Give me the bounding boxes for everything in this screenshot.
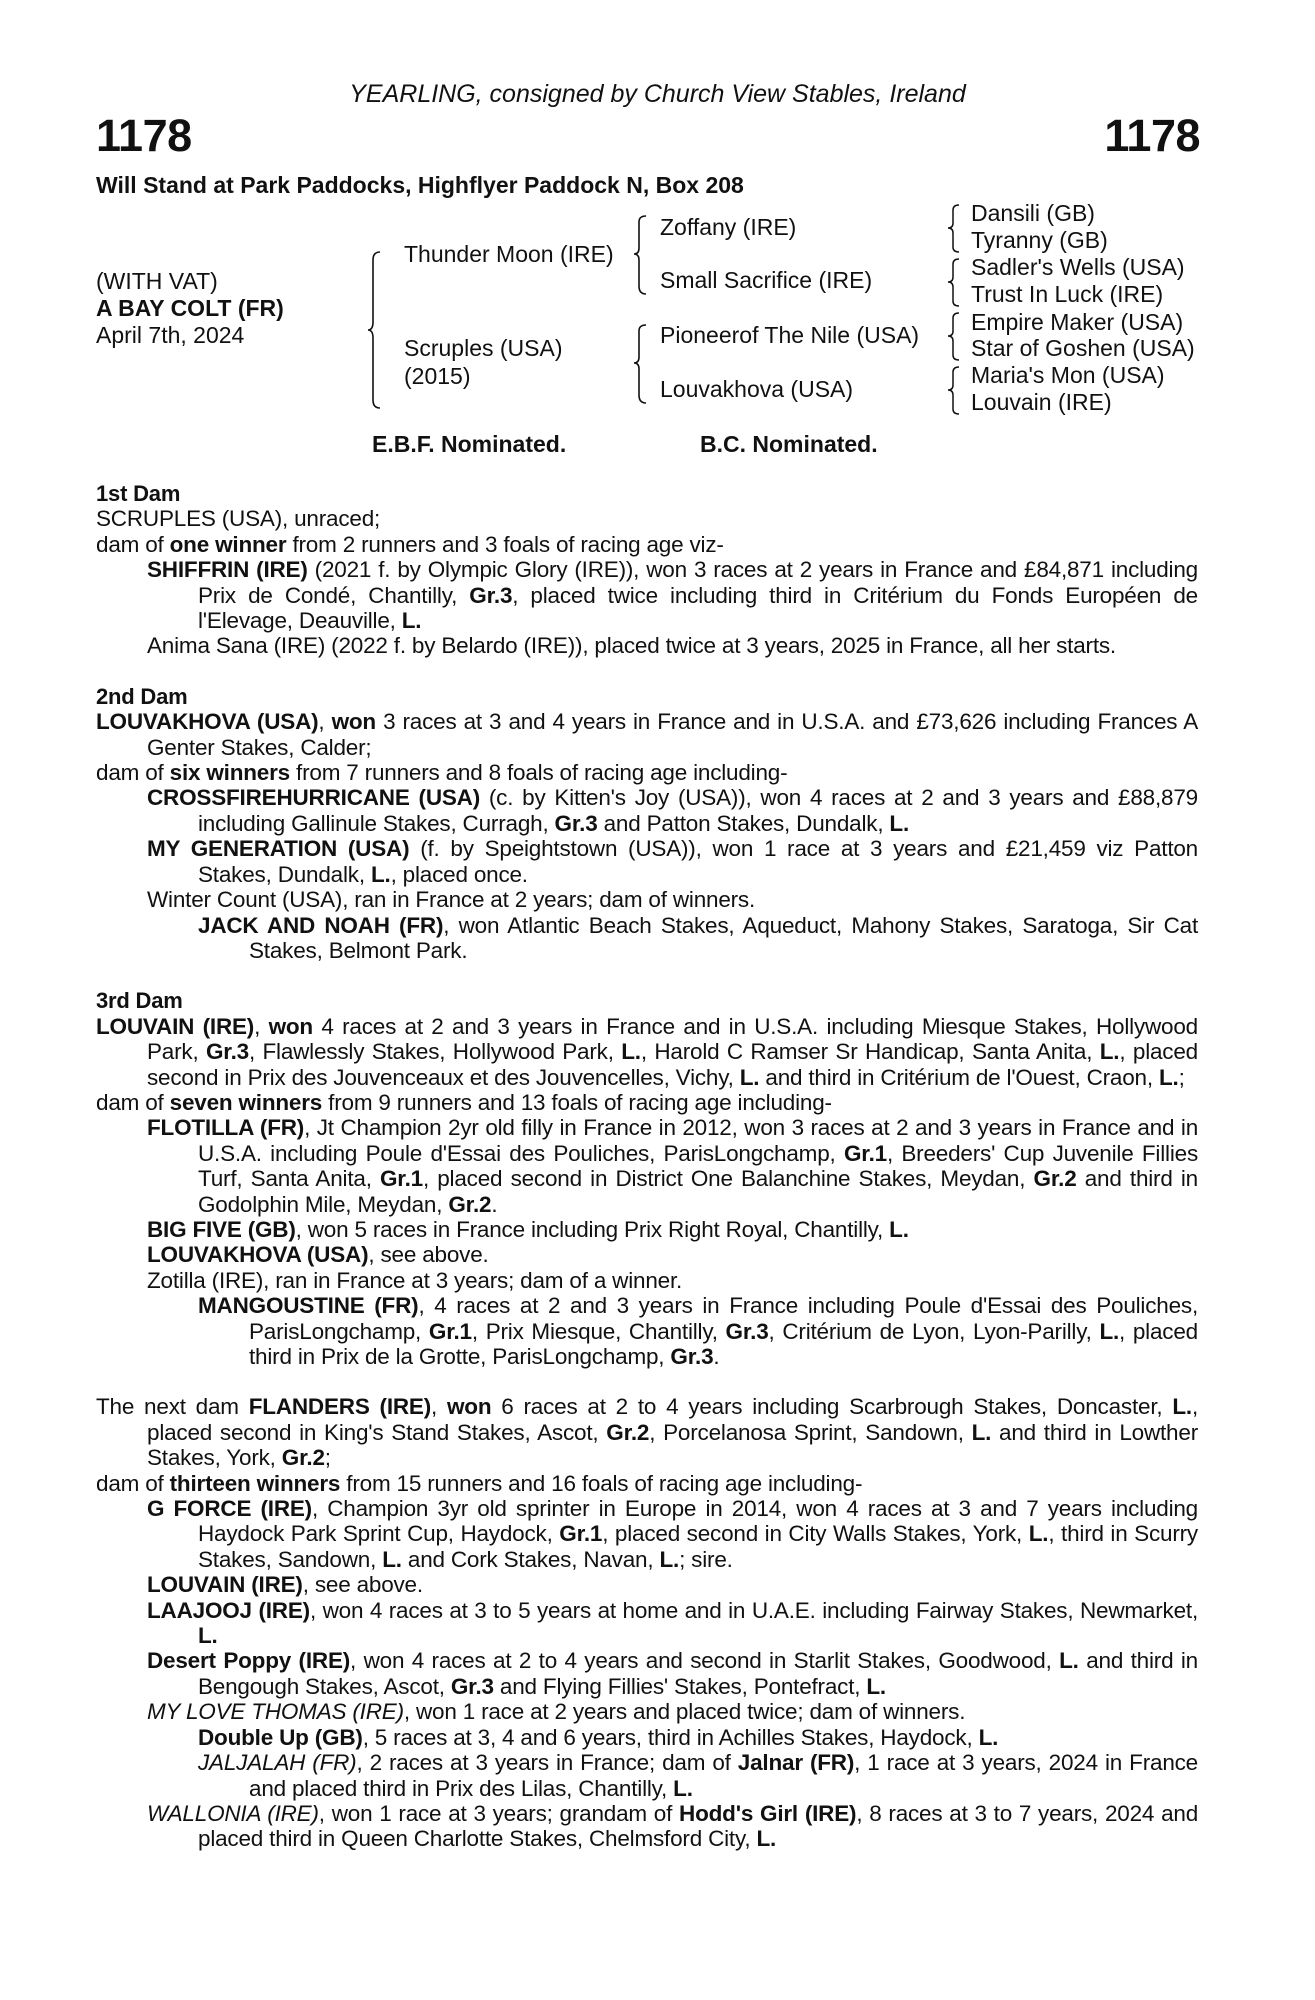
sire: Thunder Moon (IRE) — [404, 241, 614, 267]
pedigree-entry — [96, 532, 1198, 557]
dam-section — [96, 684, 1198, 963]
italic-text: MY LOVE THOMAS (IRE) — [147, 1699, 404, 1725]
bold-text: Double Up (GB) — [198, 1724, 363, 1750]
entry-text: , Harold C Ramser Sr Handicap, Santa Anita, — [640, 1039, 1100, 1065]
pedigree-entry — [96, 785, 1198, 836]
bold-text: six winners — [169, 760, 290, 786]
entry-text: , Critérium de Lyon, Lyon-Parilly, — [768, 1318, 1100, 1344]
ancestor-gen4: Trust In Luck (IRE) — [971, 281, 1164, 307]
bold-text: one winner — [169, 531, 287, 557]
dam-year: (2015) — [404, 363, 471, 389]
bold-text: Gr.2 — [281, 1445, 325, 1471]
entry-text: , Flawlessly Stakes, Hollywood Park, — [248, 1039, 622, 1065]
bold-text: LOUVAIN (IRE) — [147, 1572, 303, 1598]
bold-text: L. — [1099, 1318, 1120, 1344]
bold-text: BIG FIVE (GB) — [147, 1216, 296, 1242]
entry-text: and Patton Stakes, Dundalk, — [597, 810, 890, 836]
bold-text: Hodd's Girl (IRE) — [679, 1800, 857, 1826]
brace-sire — [634, 214, 650, 296]
bold-text: won — [268, 1013, 313, 1039]
bold-text: LOUVAKHOVA (USA) — [147, 1242, 369, 1268]
entry-text: from 2 runners and 3 foals of racing age viz- — [286, 531, 724, 557]
bold-text: Gr.1 — [559, 1521, 603, 1547]
entry-text: , placed second in District One Balanchine Stakes, Meydan, — [422, 1166, 1034, 1192]
entry-text: , Jt Champion 2yr old filly in France in 2012, won 3 races at 2 and 3 years in France and in U.S.A. including Poule d'Essai des Pouliches, ParisLongchamp, — [198, 1115, 1199, 1166]
entry-text: (f. by Speightstown (USA)), won 1 race at 3 years and £21,459 viz Patton Stakes, Dundalk, — [198, 836, 1198, 887]
bold-text: Gr.2 — [1033, 1166, 1077, 1192]
entry-text: , Prix Miesque, Chantilly, — [471, 1318, 726, 1344]
bold-text: L. — [659, 1546, 680, 1572]
entry-text: (c. by Kitten's Joy (USA)), won 4 races at 2 and 3 years and £88,879 including Gallinule Stakes, Curragh, — [198, 785, 1198, 836]
bold-text: L. — [673, 1775, 693, 1801]
bold-text: FLANDERS (IRE) — [248, 1394, 432, 1420]
entry-text: , — [318, 709, 332, 735]
entry-text: , won 4 races at 2 to 4 years and second in Starlit Stakes, Goodwood, — [350, 1648, 1060, 1674]
entry-text: , won 1 race at 2 years and placed twice; dam of winners. — [403, 1699, 966, 1725]
entry-text: , third in Scurry Stakes, Sandown, — [198, 1521, 1198, 1572]
entry-text: , 8 races at 3 to 7 years, 2024 and placed third in Queen Charlotte Stakes, Chelmsford City, — [198, 1800, 1199, 1852]
bold-text: Gr.2 — [448, 1191, 492, 1217]
entry-text: ; sire. — [679, 1546, 733, 1572]
dam-section — [96, 988, 1198, 1369]
bold-text: Gr.3 — [554, 810, 598, 836]
entry-text: from 15 runners and 16 foals of racing age including- — [340, 1470, 863, 1496]
entry-text: ; — [324, 1445, 331, 1471]
bold-text: L. — [198, 1623, 218, 1649]
pedigree-entry — [96, 1699, 1198, 1724]
dam-dam: Louvakhova (USA) — [660, 376, 854, 402]
entry-text: Winter Count (USA), ran in France at 2 years; dam of winners. — [147, 887, 756, 913]
brace-g4-1 — [948, 203, 962, 255]
pedigree-entry — [96, 1115, 1198, 1217]
bold-text: Gr.2 — [606, 1419, 650, 1445]
bold-text: LOUVAKHOVA (USA) — [96, 709, 319, 735]
pedigree-entry — [96, 836, 1198, 887]
pedigree-entry — [96, 887, 1198, 912]
vat-note: (WITH VAT) — [96, 268, 218, 294]
section-heading: 2nd Dam — [96, 683, 188, 709]
entry-text: , see above. — [302, 1572, 423, 1598]
entry-text: . — [713, 1344, 720, 1369]
bold-text: seven winners — [169, 1089, 323, 1115]
entry-text: , placed twice including third in Critérium du Fonds Européen de l'Elevage, Deauville, — [198, 582, 1198, 634]
section-heading: 3rd Dam — [96, 988, 183, 1014]
entry-text: dam of — [96, 1089, 170, 1115]
bold-text: L. — [756, 1826, 777, 1852]
brace-g4-4 — [948, 365, 962, 417]
entry-text: (2021 f. by Olympic Glory (IRE)), won 3 races at 2 years in France and £84,871 including Prix de Condé, Chantilly, — [198, 557, 1198, 608]
italic-text: WALLONIA (IRE) — [147, 1800, 319, 1826]
pedigree-entry — [96, 1598, 1198, 1649]
entry-text: , won 4 races at 3 to 5 years at home and in U.A.E. including Fairway Stakes, Newmarket, — [309, 1597, 1199, 1623]
entry-text: , 5 races at 3, 4 and 6 years, third in Achilles Stakes, Haydock, — [362, 1724, 979, 1750]
bold-text: L. — [866, 1673, 886, 1699]
stabling-location: Will Stand at Park Paddocks, Highflyer Paddock N, Box 208 — [96, 172, 744, 198]
pedigree-entry — [96, 1750, 1198, 1801]
entry-text: SCRUPLES (USA), unraced; — [96, 506, 381, 532]
brace-dam — [634, 323, 650, 405]
pedigree-entry — [96, 633, 1198, 658]
entry-text: dam of — [96, 1470, 170, 1496]
entry-text: , placed second in Prix des Jouvenceaux et des Jouvencelles, Vichy, — [147, 1039, 1198, 1090]
dam-section — [96, 481, 1198, 659]
bold-text: CROSSFIREHURRICANE (USA) — [147, 785, 481, 811]
bold-text: L. — [1158, 1064, 1179, 1090]
ancestor-gen4: Star of Goshen (USA) — [971, 335, 1195, 361]
entry-text: , 4 races at 2 and 3 years in France including Poule d'Essai des Pouliches, ParisLongchamp, — [249, 1293, 1199, 1344]
entry-text: Zotilla (IRE), ran in France at 3 years; dam of a winner. — [147, 1267, 683, 1293]
bold-text: Gr.1 — [428, 1318, 472, 1344]
pedigree-entry — [96, 1242, 1198, 1267]
bold-text: won — [447, 1394, 492, 1420]
entry-text: and third in Bengough Stakes, Ascot, — [198, 1648, 1198, 1699]
pedigree-entry — [96, 506, 1198, 531]
entry-text: . — [491, 1191, 498, 1217]
consignor-line: YEARLING, consigned by Church View Stables, Ireland — [349, 80, 966, 108]
sire-dam: Small Sacrifice (IRE) — [660, 267, 873, 293]
bold-text: Gr.3 — [670, 1344, 714, 1369]
bold-text: L. — [1059, 1648, 1079, 1674]
entry-text: dam of — [96, 531, 170, 557]
bold-text: Gr.3 — [469, 582, 513, 608]
entry-text: and Cork Stakes, Navan, — [401, 1546, 660, 1572]
pedigree-entry — [96, 1268, 1198, 1293]
sire-sire: Zoffany (IRE) — [660, 214, 797, 240]
entry-text: , placed second in King's Stand Stakes, Ascot, — [147, 1394, 1198, 1445]
entry-text: ; — [1178, 1064, 1185, 1090]
entry-text: Anima Sana (IRE) (2022 f. by Belardo (IRE)), placed twice at 3 years, 2025 in France, all her starts. — [147, 633, 1116, 659]
entry-text: , Breeders' Cup Juvenile Fillies Turf, Santa Anita, — [198, 1140, 1198, 1192]
entry-text: , 1 race at 3 years, 2024 in France and placed third in Prix des Lilas, Chantilly, — [249, 1750, 1198, 1801]
entry-text: from 7 runners and 8 foals of racing age including- — [290, 760, 788, 786]
bold-text: MANGOUSTINE (FR) — [198, 1293, 419, 1319]
entry-text: , — [254, 1013, 269, 1039]
entry-text: , see above. — [368, 1242, 489, 1268]
brace-g4-3 — [948, 311, 962, 363]
bold-text: L. — [401, 608, 422, 634]
lot-number-right: 1178 — [1104, 110, 1200, 161]
ancestor-gen4: Louvain (IRE) — [971, 389, 1112, 415]
italic-text: JALJALAH (FR) — [198, 1750, 357, 1776]
bold-text: Jalnar (FR) — [737, 1750, 855, 1776]
entry-text: 3 races at 3 and 4 years in France and in U.S.A. and £73,626 including Frances A Genter Stakes, Calder; — [147, 709, 1199, 760]
entry-text: , placed third in Prix de la Grotte, ParisLongchamp, — [249, 1318, 1198, 1369]
pedigree-entry — [96, 1801, 1198, 1852]
pedigree-entry — [96, 1572, 1198, 1597]
bold-text: LOUVAIN (IRE) — [96, 1013, 255, 1039]
bold-text: Gr.3 — [450, 1673, 494, 1699]
entry-text: and third in Godolphin Mile, Meydan, — [198, 1166, 1199, 1217]
pedigree-entry — [96, 709, 1198, 760]
bc-nomination: B.C. Nominated. — [700, 431, 878, 457]
entry-text: The next dam — [96, 1394, 249, 1420]
horse-name: A BAY COLT (FR) — [96, 295, 284, 321]
bold-text: SHIFFRIN (IRE) — [147, 557, 308, 583]
next-dam-section — [96, 1394, 1198, 1851]
bold-text: L. — [382, 1546, 402, 1572]
bold-text: G FORCE (IRE) — [147, 1496, 312, 1522]
pedigree-entry — [96, 1090, 1198, 1115]
bold-text: L. — [1172, 1394, 1192, 1420]
bold-text: Gr.3 — [725, 1318, 769, 1344]
bold-text: Gr.1 — [379, 1166, 423, 1192]
ancestor-gen4: Tyranny (GB) — [971, 227, 1108, 253]
bold-text: L. — [971, 1419, 992, 1445]
brace-gen1 — [368, 250, 384, 410]
ancestor-gen4: Maria's Mon (USA) — [971, 362, 1165, 388]
entry-text: , won Atlantic Beach Stakes, Aqueduct, Mahony Stakes, Saratoga, Sir Cat Stakes, Belmont Park. — [249, 912, 1199, 963]
entry-text: 6 races at 2 to 4 years including Scarbrough Stakes, Doncaster, — [491, 1394, 1173, 1420]
ancestor-gen4: Empire Maker (USA) — [971, 309, 1184, 335]
entry-text: and third in Critérium de l'Ouest, Craon, — [759, 1064, 1159, 1090]
entry-text: , placed second in City Walls Stakes, York, — [602, 1521, 1029, 1547]
foaling-date: April 7th, 2024 — [96, 322, 245, 348]
pedigree-entry — [96, 1217, 1198, 1242]
bold-text: MY GENERATION (USA) — [147, 836, 410, 862]
pedigree-entry — [96, 1394, 1198, 1470]
entry-text: , Porcelanosa Sprint, Sandown, — [649, 1419, 972, 1445]
pedigree-entry — [96, 1648, 1198, 1699]
bold-text: L. — [739, 1064, 760, 1090]
dam-sire: Pioneerof The Nile (USA) — [660, 322, 920, 348]
ebf-nomination: E.B.F. Nominated. — [372, 431, 567, 457]
entry-text: 4 races at 2 and 3 years in France and in U.S.A. including Miesque Stakes, Hollywood Park, — [147, 1013, 1198, 1065]
pedigree-entry — [96, 1293, 1198, 1369]
entry-text: , Champion 3yr old sprinter in Europe in 2014, won 4 races at 3 and 7 years including Haydock Park Sprint Cup, Haydock, — [198, 1496, 1198, 1547]
brace-g4-2 — [948, 257, 962, 309]
bold-text: LAAJOOJ (IRE) — [147, 1597, 310, 1623]
ancestor-gen4: Sadler's Wells (USA) — [971, 254, 1185, 280]
pedigree-entry — [96, 1725, 1198, 1750]
pedigree-entry — [96, 1496, 1198, 1572]
bold-text: won — [331, 709, 376, 735]
bold-text: L. — [1099, 1039, 1120, 1065]
entry-text: from 9 runners and 13 foals of racing age including- — [322, 1089, 832, 1115]
bold-text: JACK AND NOAH (FR) — [198, 912, 444, 938]
bold-text: L. — [889, 1216, 909, 1242]
bold-text: L. — [621, 1039, 641, 1065]
bold-text: thirteen winners — [169, 1470, 341, 1496]
entry-text: dam of — [96, 760, 170, 786]
entry-text: , placed once. — [390, 861, 528, 887]
section-heading: 1st Dam — [96, 481, 181, 506]
pedigree-entry — [96, 760, 1198, 785]
produce-record — [96, 481, 1198, 1877]
ancestor-gen4: Dansili (GB) — [971, 200, 1095, 226]
bold-text: L. — [978, 1724, 999, 1750]
bold-text: L. — [370, 861, 391, 887]
entry-text: and Flying Fillies' Stakes, Pontefract, — [493, 1673, 867, 1699]
pedigree-entry — [96, 1471, 1198, 1496]
entry-text: , won 5 races in France including Prix Right Royal, Chantilly, — [295, 1216, 890, 1242]
bold-text: FLOTILLA (FR) — [147, 1115, 305, 1141]
pedigree-entry — [96, 913, 1198, 964]
entry-text: , — [431, 1394, 447, 1420]
bold-text: Desert Poppy (IRE) — [147, 1648, 351, 1674]
bold-text: L. — [889, 810, 910, 836]
entry-text: and third in Lowther Stakes, York, — [147, 1419, 1198, 1471]
bold-text: Gr.3 — [205, 1039, 249, 1065]
entry-text: , won 1 race at 3 years; grandam of — [318, 1800, 680, 1826]
entry-text: , 2 races at 3 years in France; dam of — [356, 1750, 738, 1776]
bold-text: L. — [1028, 1521, 1049, 1547]
lot-number-left: 1178 — [96, 110, 192, 161]
pedigree-entry — [96, 1014, 1198, 1090]
bold-text: Gr.1 — [843, 1140, 887, 1166]
dam: Scruples (USA) — [404, 335, 563, 361]
pedigree-entry — [96, 557, 1198, 633]
